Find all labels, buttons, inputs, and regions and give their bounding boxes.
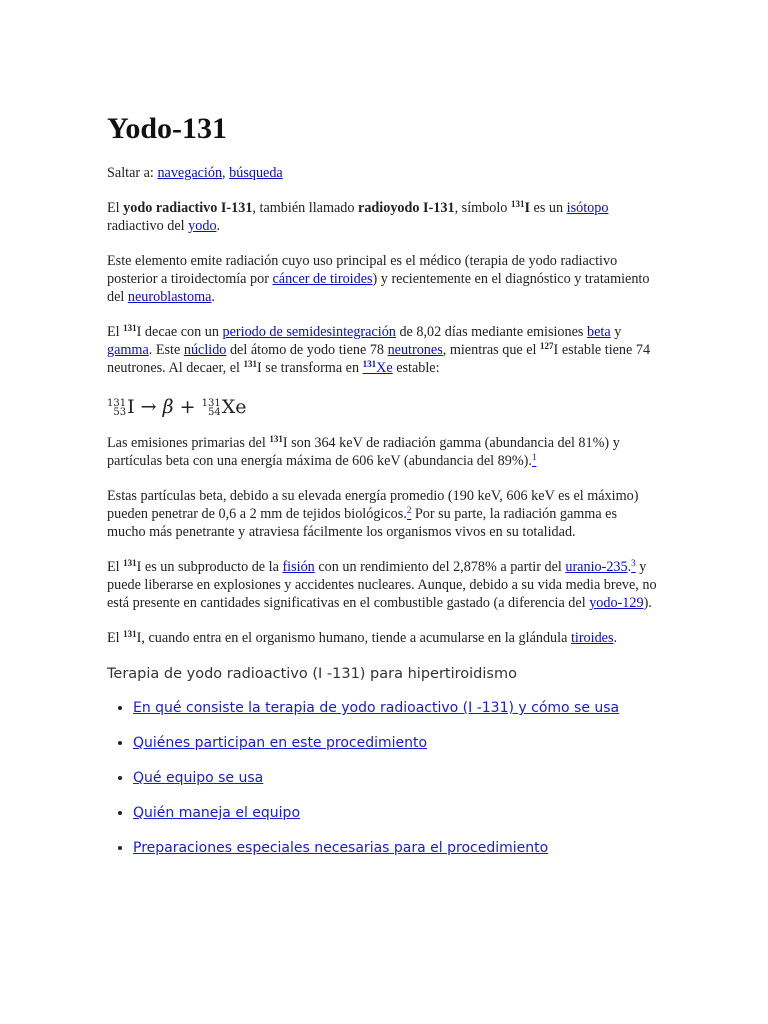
neuroblastoma-link[interactable]: neuroblastoma: [127, 289, 212, 305]
nuclide-link[interactable]: núclido: [183, 342, 227, 358]
list-item: [133, 734, 659, 752]
iodine-link[interactable]: yodo: [188, 218, 217, 234]
paragraph-thyroid: El $^{131}$I, cuando entra en el organismo humano, tiende a acumularse en la glándula tiroides.: [107, 629, 618, 646]
therapy-links-list: [107, 699, 659, 857]
xenon-nuclide-numbers: 131 54: [201, 398, 221, 418]
thyroid-link[interactable]: tiroides: [570, 630, 614, 646]
list-item: [133, 804, 659, 822]
paragraph-intro: El yodo radiactivo I-131, también llamado radioyodo I-131, símbolo $^{131}$I es un isótopo radiactivo del yodo.: [107, 199, 609, 234]
iodine-nuclide-numbers: 131 53: [107, 398, 127, 418]
paragraph-fission: El $^{131}$I es un subproducto de la fisión con un rendimiento del 2,878% a partir del uranio-235.$^3$ y puede liberarse en explosiones y accidentes nucleares. Aunque, debido a su vida media breve, no está presente en cantidades significativas en el combustible gastado (a diferencia del yodo-129).: [107, 558, 657, 611]
therapy-link-who-participates[interactable]: Quiénes participan en este procedimiento: [133, 735, 428, 751]
decay-formula: 131 53 I → β + 131 54 Xe: [107, 396, 247, 418]
paragraph-emissions: Las emisiones primarias del $^{131}$I son 364 keV de radiación gamma (abundancia del 81%) y partículas beta con una energía máxima de 606 keV (abundancia del 89%).$^1$: [107, 434, 620, 469]
thyroid-cancer-link[interactable]: cáncer de tiroides: [272, 271, 373, 287]
list-item: [133, 839, 659, 857]
list-item: [133, 769, 659, 787]
navigation-link[interactable]: navegación: [157, 165, 223, 181]
reference-3-link[interactable]: 3: [631, 558, 636, 568]
paragraph-use: Este elemento emite radiación cuyo uso principal es el médico (terapia de yodo radiactivo posterior a tiroidectomía por cáncer de tiroides) y recientemente en el diagnóstico y tratamiento del neuroblastoma.: [107, 253, 650, 305]
article: [107, 112, 659, 874]
xenon-link[interactable]: $^{131}$Xe: [362, 359, 393, 376]
jump-links: Saltar a: navegación, búsqueda: [107, 165, 283, 181]
reference-1-link[interactable]: 1: [531, 452, 537, 462]
half-life-link[interactable]: periodo de semidesintegración: [222, 324, 396, 340]
beta-link[interactable]: beta: [587, 324, 611, 340]
uranium-235-link[interactable]: uranio-235: [565, 559, 628, 575]
therapy-subheading: Terapia de yodo radioactivo (I -131) para hipertiroidismo: [107, 666, 517, 682]
paragraph-penetration: Estas partículas beta, debido a su elevada energía promedio (190 keV, 606 keV es el máximo) pueden penetrar de 0,6 a 2 mm de tejidos biológicos.$^2$ Por su parte, la radiación gamma es mucho más penetrante y atraviesa fácilmente los organismos vivos en su totalidad.: [107, 488, 639, 540]
neutrons-link[interactable]: neutrones: [387, 342, 443, 358]
therapy-link-what-is[interactable]: En qué consiste la terapia de yodo radioactivo (I -131) y cómo se usa: [133, 700, 620, 716]
therapy-link-operator[interactable]: Quién maneja el equipo: [133, 805, 301, 821]
list-item: [133, 699, 659, 717]
reference-2-link[interactable]: 2: [406, 505, 412, 515]
gamma-link[interactable]: gamma: [107, 342, 149, 358]
paragraph-decay: El $^{131}$I decae con un periodo de semidesintegración de 8,02 días mediante emisiones beta y gamma. Este núclido del átomo de yodo tiene 78 neutrones, mientras que el $^{127}$I estable tiene 74 neutrones. Al decaer, el $^{131}$I se transforma en $^{131}$Xe estable:: [107, 323, 651, 376]
search-link[interactable]: búsqueda: [229, 165, 283, 181]
therapy-link-preparations[interactable]: Preparaciones especiales necesarias para el procedimiento: [133, 840, 549, 856]
iodine-129-link[interactable]: yodo-129: [589, 595, 644, 611]
page-title: Yodo-131: [107, 112, 228, 145]
therapy-link-equipment[interactable]: Qué equipo se usa: [133, 770, 264, 786]
fission-link[interactable]: fisión: [282, 559, 315, 575]
isotope-link[interactable]: isótopo: [566, 200, 609, 216]
